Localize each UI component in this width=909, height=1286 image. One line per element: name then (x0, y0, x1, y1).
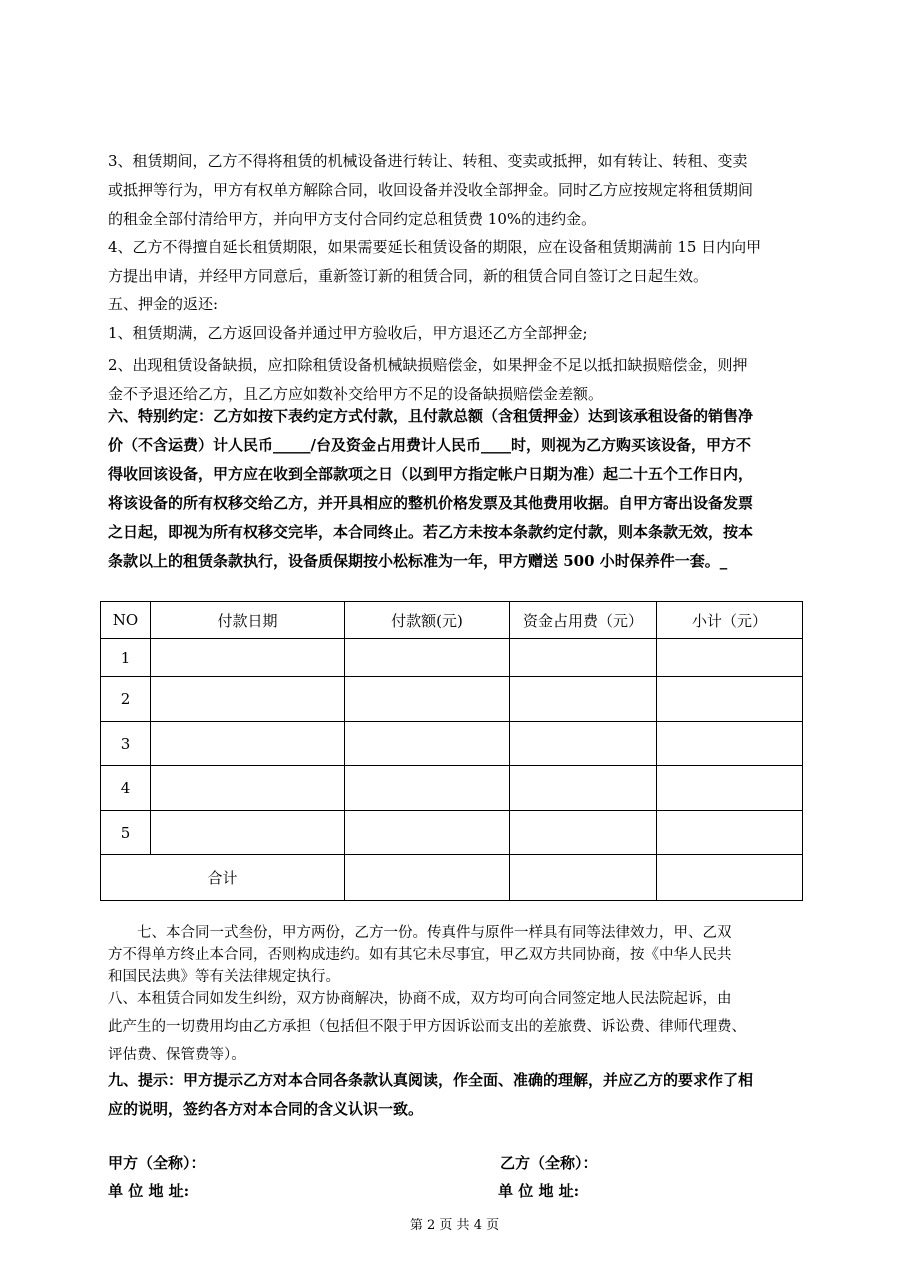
payment-date-cell[interactable] (151, 766, 345, 811)
section-6-line: 将该设备的所有权移交给乙方，并开具相应的整机价格发票及其他费用收据。自甲方寄出设备发票 (108, 494, 754, 512)
payment-amount-cell[interactable] (345, 766, 510, 811)
clause-3-line: 的租金全部付清给甲方，并向甲方支付合同约定总租赁费 10%的违约金。 (108, 210, 597, 228)
section-6-line: 六、特别约定：乙方如按下表约定方式付款，且付款总额（含租赁押金）达到该承租设备的销售净 (108, 407, 754, 425)
section-6-special-terms (108, 402, 803, 576)
section-5-item-2-line: 2、出现租赁设备缺损，应扣除租赁设备机械缺损赔偿金，如果押金不足以抵扣缺损赔偿金，则押 (108, 356, 748, 374)
subtotal-cell[interactable] (657, 766, 803, 811)
section-8-line: 评估费、保管费等）。 (108, 1047, 246, 1063)
subtotal-cell[interactable] (657, 722, 803, 766)
subtotal-cell[interactable] (657, 639, 803, 677)
clause-4-line: 4、乙方不得擅自延长租赁期限，如果需要延长租赁设备的期限，应在设备租赁期满前 15 日内向甲 (108, 238, 762, 256)
row-number-cell: 3 (101, 722, 151, 766)
row-number-cell: 4 (101, 766, 151, 811)
section-7-line: 方不得单方终止本合同，否则构成违约。如有其它未尽事宜，甲乙双方共同协商，按《中华人民共 (108, 947, 732, 963)
table-header-cell: NO (101, 602, 151, 639)
party-a-name-label: 甲方（全称）： (108, 1154, 206, 1172)
section-5 (108, 290, 803, 409)
clause-4-line: 方提出申请，并经甲方同意后，重新签订新的租赁合同，新的租赁合同自签订之日起生效。 (108, 267, 709, 285)
clause-3-line: 或抵押等行为，甲方有权单方解除合同，收回设备并没收全部押金。同时乙方应按规定将租赁期间 (108, 181, 754, 199)
table-header-row (101, 602, 803, 639)
table-header-cell: 付款日期 (151, 602, 345, 639)
payment-amount-cell[interactable] (345, 639, 510, 677)
capital-fee-cell[interactable] (510, 677, 657, 722)
section-6-line: 价（不含运费）计人民币_____/台及资金占用费计人民币____时，则视为乙方购买该设备，甲方不 (108, 436, 751, 454)
section-8-line: 此产生的一切费用均由乙方承担（包括但不限于甲方因诉讼而支出的差旅费、诉讼费、律师代理费、 (108, 1019, 746, 1035)
capital-fee-cell[interactable] (510, 639, 657, 677)
table-header-cell: 小计（元） (657, 602, 803, 639)
capital-fee-cell[interactable] (510, 766, 657, 811)
table-header-cell: 资金占用费（元） (510, 602, 657, 639)
payment-amount-cell[interactable] (345, 811, 510, 855)
table-row (101, 677, 803, 722)
payment-amount-cell[interactable] (345, 677, 510, 722)
table-row (101, 811, 803, 855)
payment-date-cell[interactable] (151, 677, 345, 722)
table-row (101, 722, 803, 766)
payment-date-cell[interactable] (151, 639, 345, 677)
payment-amount-cell[interactable] (345, 722, 510, 766)
capital-fee-cell[interactable] (510, 722, 657, 766)
total-label-cell: 合计 (101, 855, 345, 901)
table-total-row (101, 855, 803, 901)
table-row (101, 639, 803, 677)
subtotal-cell[interactable] (657, 811, 803, 855)
section-6-line: 之日起，即视为所有权移交完毕，本合同终止。若乙方未按本条款约定付款，则本条款无效，按本 (108, 523, 754, 541)
section-5-item-2-line: 金不予退还给乙方，且乙方应如数补交给甲方不足的设备缺损赔偿金差额。 (108, 385, 604, 403)
table-row (101, 766, 803, 811)
payment-schedule-table (100, 601, 803, 901)
section-6-line: 得收回该设备，甲方应在收到全部款项之日（以到甲方指定帐户日期为准）起二十五个工作日内， (108, 465, 754, 483)
section-9-line: 九、提示：甲方提示乙方对本合同各条款认真阅读，作全面、准确的理解，并应乙方的要求作了相 (108, 1071, 754, 1089)
party-b-address-label: 单 位 地 址: (498, 1182, 580, 1200)
total-capital-fee-cell[interactable] (510, 855, 657, 901)
subtotal-cell[interactable] (657, 677, 803, 722)
row-number-cell: 1 (101, 639, 151, 677)
row-number-cell: 5 (101, 811, 151, 855)
section-9-notice (108, 1066, 803, 1124)
page-number-footer: 第 2 页 共 4 页 (409, 1218, 500, 1233)
capital-fee-cell[interactable] (510, 811, 657, 855)
section-7-line: 和国民法典》等有关法律规定执行。 (108, 969, 340, 985)
table-header-cell: 付款额(元) (345, 602, 510, 639)
section-9-line: 应的说明，签约各方对本合同的含义认识一致。 (108, 1100, 424, 1118)
clause-3 (108, 147, 803, 234)
party-a-address-label: 单 位 地 址: (108, 1182, 190, 1200)
section-6-line: 条款以上的租赁条款执行，设备质保期按小松标准为一年，甲方赠送 500 小时保养件一套。_ (108, 552, 728, 570)
section-8-line: 八、本租赁合同如发生纠纷，双方协商解决，协商不成，双方均可向合同签定地人民法院起诉，由 (108, 991, 732, 1007)
row-number-cell: 2 (101, 677, 151, 722)
section-5-item-1: 1、租赁期满，乙方返回设备并通过甲方验收后，甲方退还乙方全部押金; (108, 324, 588, 342)
party-b-name-label: 乙方（全称）： (500, 1154, 598, 1172)
total-payment-cell[interactable] (345, 855, 510, 901)
section-7-line: 七、本合同一式叁份，甲方两份，乙方一份。传真件与原件一样具有同等法律效力，甲、乙双 (108, 925, 732, 941)
payment-date-cell[interactable] (151, 722, 345, 766)
section-7 (108, 922, 808, 988)
clause-4 (108, 233, 803, 291)
total-subtotal-cell[interactable] (657, 855, 803, 901)
section-8 (108, 985, 808, 1069)
section-5-heading: 五、押金的返还: (108, 295, 219, 313)
clause-3-line: 3、租赁期间，乙方不得将租赁的机械设备进行转让、转租、变卖或抵押，如有转让、转租、变卖 (108, 152, 748, 170)
payment-date-cell[interactable] (151, 811, 345, 855)
